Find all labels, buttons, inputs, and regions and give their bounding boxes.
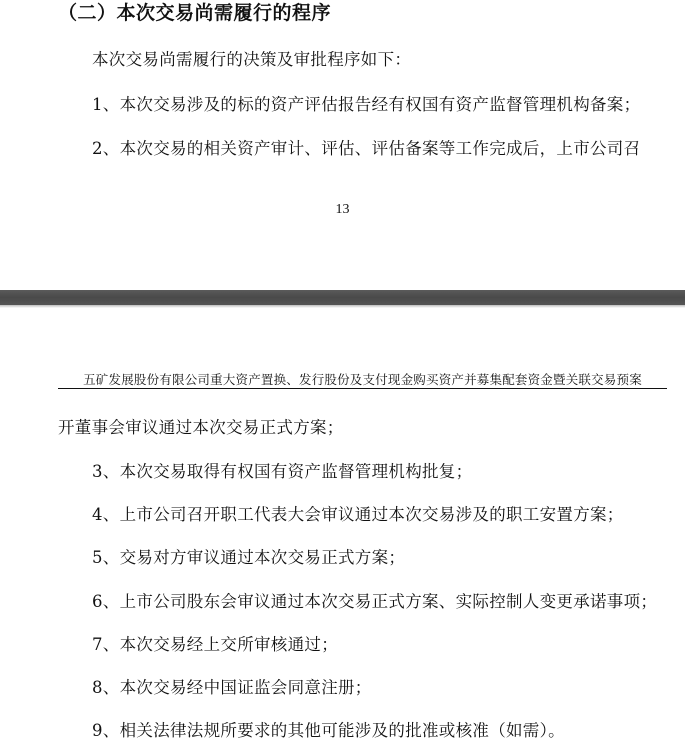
page-number: 13	[335, 202, 350, 217]
document-page-upper	[0, 0, 685, 290]
list-item: 2、本次交易的相关资产审计、评估、评估备案等工作完成后，上市公司召	[92, 139, 641, 158]
continuation-paragraph: 开董事会审议通过本次交易正式方案；	[58, 418, 344, 437]
list-item: 5、交易对方审议通过本次交易正式方案；	[92, 548, 406, 567]
list-item: 3、本次交易取得有权国有资产监督管理机构批复；	[92, 462, 473, 481]
running-header: 五矿发展股份有限公司重大资产置换、发行股份及支付现金购买资产并募集配套资金暨关联交易预案	[83, 372, 642, 387]
list-item: 6、上市公司股东会审议通过本次交易正式方案、实际控制人变更承诺事项；	[92, 592, 658, 611]
list-item: 8、本次交易经中国证监会同意注册；	[92, 678, 372, 697]
list-item: 4、上市公司召开职工代表大会审议通过本次交易涉及的职工安置方案；	[92, 505, 624, 524]
header-rule	[58, 388, 667, 389]
list-item: 9、相关法律法规所要求的其他可能涉及的批准或核准（如需）。	[92, 721, 565, 740]
list-item: 7、本次交易经上交所审核通过；	[92, 635, 338, 654]
page-separator	[0, 290, 685, 305]
section-heading: （二）本次交易尚需履行的程序	[58, 2, 332, 24]
list-item: 1、本次交易涉及的标的资产评估报告经有权国有资产监督管理机构备案；	[92, 95, 641, 114]
intro-paragraph: 本次交易尚需履行的决策及审批程序如下：	[92, 50, 412, 69]
